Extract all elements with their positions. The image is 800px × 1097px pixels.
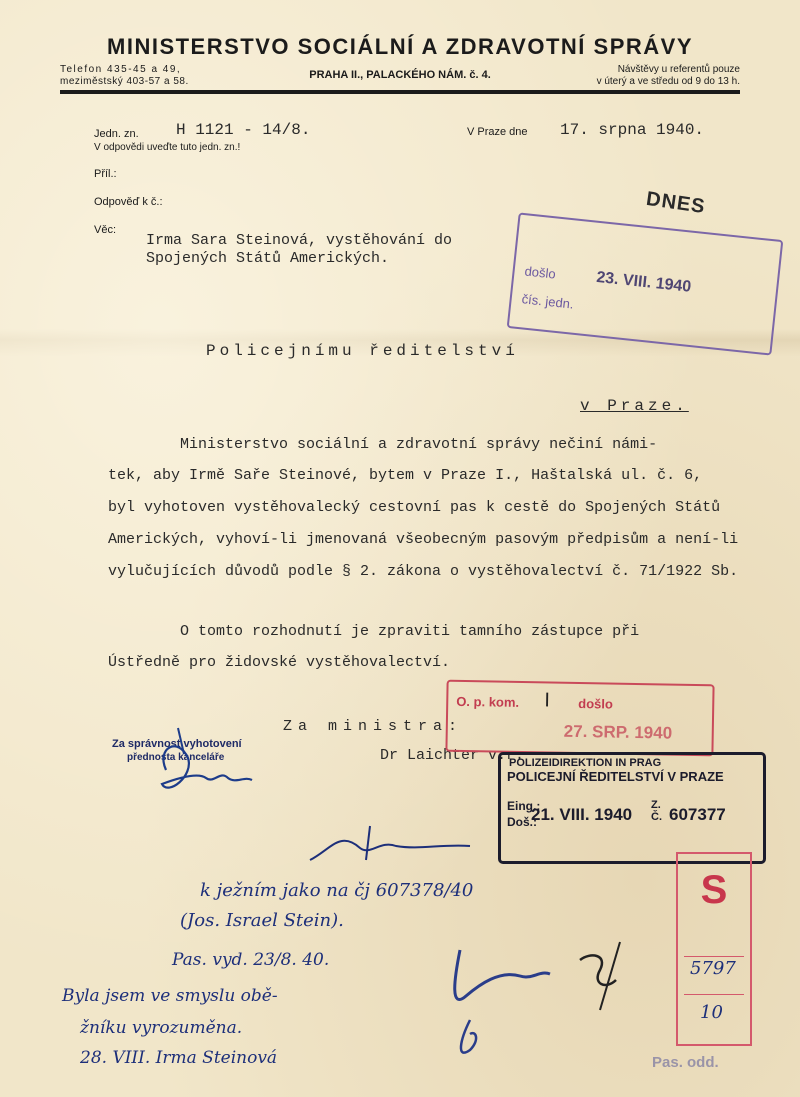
passport-department-stamp: Pas. odd. — [652, 1054, 719, 1071]
ministry-title: MINISTERSTVO SOCIÁLNÍ A ZDRAVOTNÍ SPRÁVY — [107, 34, 693, 59]
violet-stamp-date: 23. VIII. 1940 — [595, 268, 692, 296]
telephone-line: Telefon 435-45 a 49, — [60, 64, 182, 75]
reference-note: V odpovědi uveďte tuto jedn. zn.! — [94, 142, 241, 153]
violet-stamp-received-label: došlo — [523, 263, 557, 282]
subject-line1: Irma Sara Steinová, vystěhování do — [146, 232, 453, 249]
subject-line2: Spojených Států Amerických. — [146, 250, 390, 267]
date-label: V Praze dne — [467, 126, 528, 138]
handwritten-line1: k ježním jako na čj 607378/40 — [200, 880, 474, 901]
signatory-name: Dr Laichter v.r. — [380, 747, 525, 764]
s-register-divider — [684, 994, 744, 995]
police-stamp-eing-label: Eing.: — [507, 799, 541, 813]
visiting-hours-line1: Návštěvy u referentů pouze — [617, 64, 740, 75]
red-receipt-stamp — [445, 680, 714, 757]
body-line: Ministerstvo sociální a zdravotní správy nečiní námi- — [108, 436, 658, 453]
violet-received-stamp — [507, 212, 784, 355]
header-rule — [60, 90, 740, 94]
telephone-intercity-line: meziměstský 403-57 a 58. — [60, 76, 189, 87]
reference-label: Jedn. zn. — [94, 128, 139, 140]
subject-label: Věc: — [94, 224, 117, 236]
police-stamp-zc-label: Z. Č. — [651, 799, 662, 823]
body-line: Amerických, vyhoví-li jmenovaná všeobecným pasovým předpisům a není-li — [108, 531, 739, 548]
red-stamp-date: 27. SRP. 1940 — [563, 721, 673, 743]
red-stamp-received-label: došlo — [578, 695, 614, 712]
s-register-number1: 5797 — [690, 958, 736, 979]
recipient-line1: Policejnímu ředitelství — [206, 342, 519, 360]
body-line: vylučujících důvodů podle § 2. zákona o vystěhovalectví č. 71/1922 Sb. — [108, 563, 739, 580]
correctness-stamp-line2: přednosta kanceláře — [127, 752, 225, 763]
s-register-letter: S — [700, 868, 728, 912]
police-directorate-stamp — [498, 752, 766, 864]
police-stamp-german-name: POLIZEIDIREKTION IN PRAG — [509, 757, 662, 769]
police-stamp-dos-label: Doš.: — [507, 815, 537, 829]
handwritten-signatures — [440, 940, 640, 1070]
s-register-divider — [684, 956, 744, 957]
police-stamp-czech-name: POLICEJNÍ ŘEDITELSTVÍ V PRAZE — [507, 769, 724, 784]
handwritten-initials — [300, 820, 480, 870]
handwritten-line3: Pas. vyd. 23/8. 40. — [172, 950, 330, 970]
body-line: O tomto rozhodnutí je zpraviti tamního zástupce při — [108, 623, 640, 640]
clerk-signature — [148, 718, 258, 808]
violet-stamp-number-label: čís. jedn. — [521, 291, 575, 312]
police-stamp-date: 21. VIII. 1940 — [531, 805, 633, 824]
s-register-number2: 10 — [700, 1002, 723, 1023]
s-register-box — [676, 852, 752, 1046]
ministry-address: PRAHA II., PALACKÉHO NÁM. č. 4. — [309, 69, 491, 81]
police-stamp-number: 607377 — [669, 805, 726, 824]
body-line: tek, aby Irmě Saře Steinové, bytem v Praze I., Haštalská ul. č. 6, — [108, 467, 703, 484]
date-value: 17. srpna 1940. — [560, 121, 705, 139]
reply-label: Odpověď k č.: — [94, 196, 163, 208]
visiting-hours-line2: v úterý a ve středu od 9 do 13 h. — [596, 76, 740, 87]
correctness-stamp-line1: Za správnost vyhotovení — [112, 738, 242, 750]
handwritten-line6: 28. VIII. Irma Steinová — [80, 1048, 278, 1068]
handwritten-line4: Byla jsem ve smyslu obě- — [62, 986, 278, 1006]
red-stamp-commissariat: O. p. kom. — [456, 693, 520, 710]
body-line: Ústředně pro židovské vystěhovalectví. — [108, 654, 451, 671]
dnes-stamp: DNES — [644, 187, 707, 219]
reference-value: H 1121 - 14/8. — [176, 121, 311, 139]
enclosure-label: Příl.: — [94, 168, 117, 180]
handwritten-line5: žníku vyrozuměna. — [80, 1018, 243, 1038]
body-line: byl vyhotoven vystěhovalecký cestovní pas k cestě do Spojených Států — [108, 499, 721, 516]
red-stamp-number: I — [544, 689, 551, 712]
recipient-line2: v Praze. — [580, 397, 689, 415]
handwritten-line2: (Jos. Israel Stein). — [180, 910, 344, 931]
for-minister: Za ministra: — [283, 718, 464, 735]
